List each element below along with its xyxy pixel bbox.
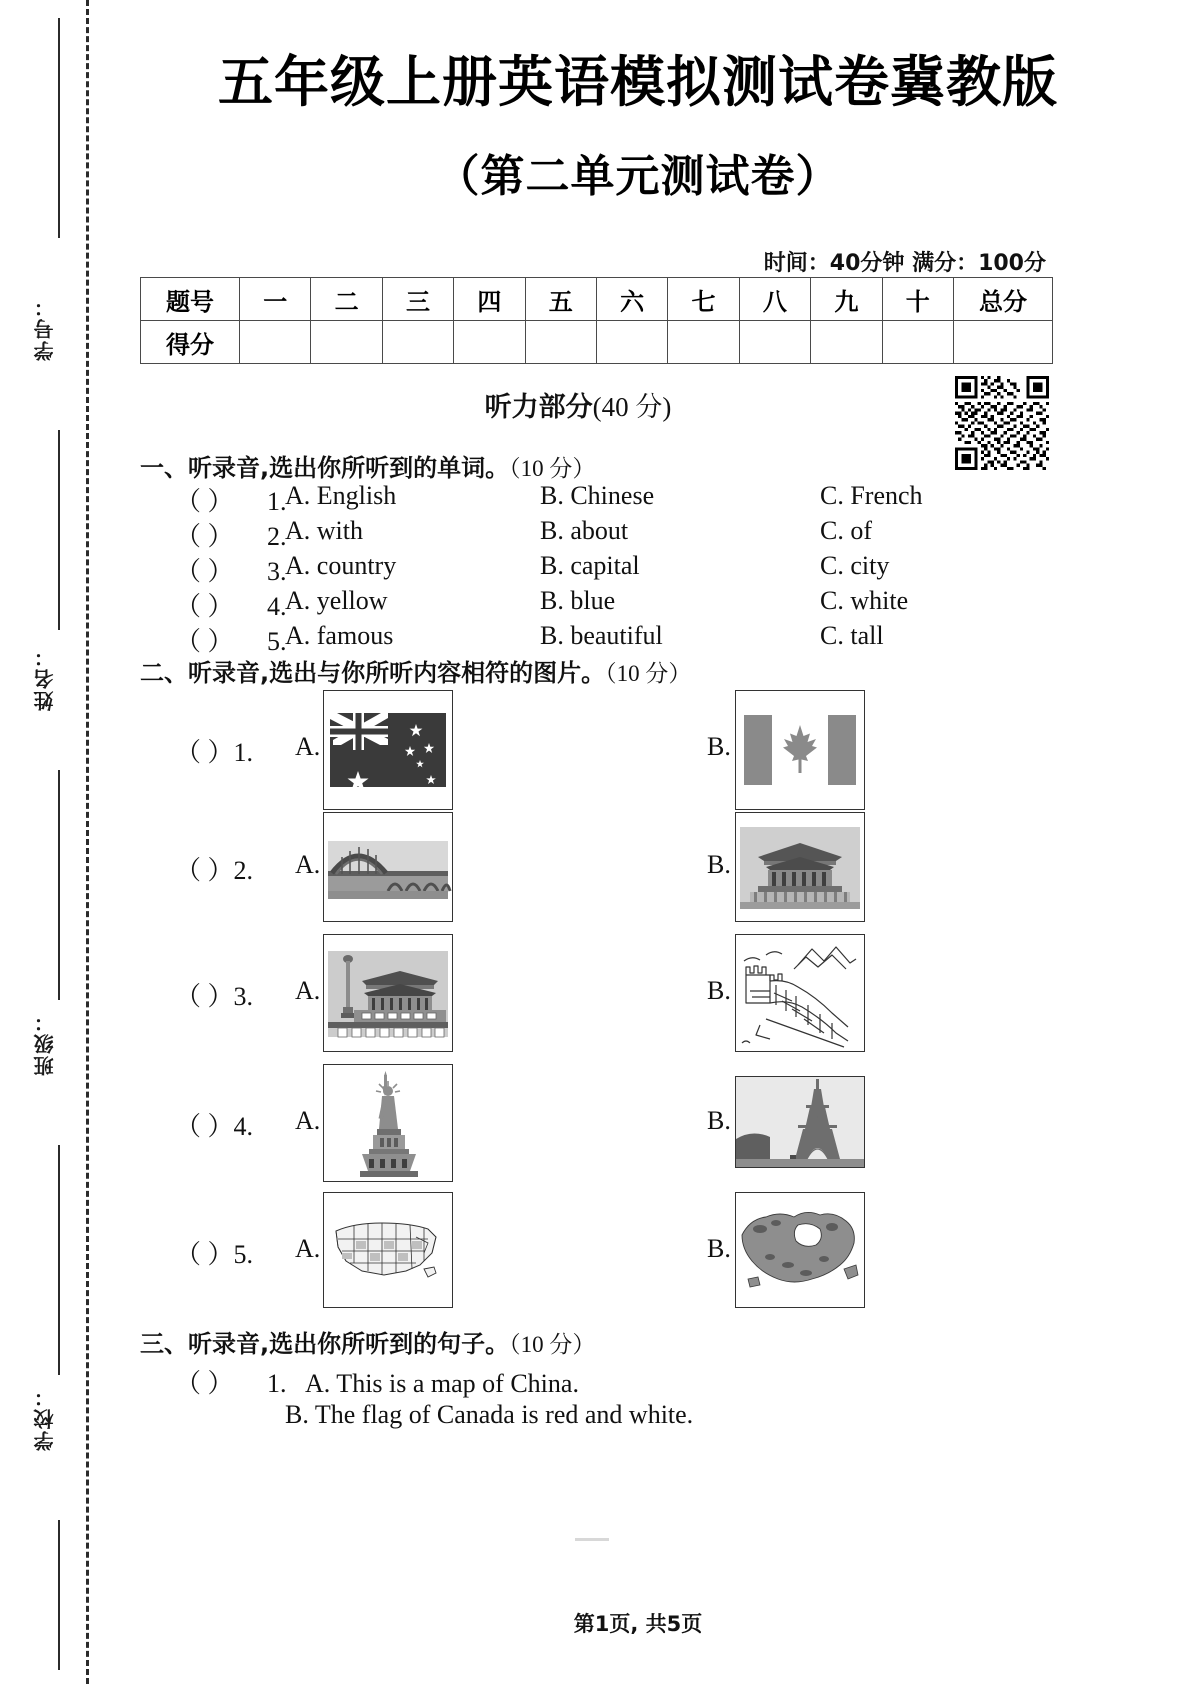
page-footer: 第1页, 共5页 xyxy=(573,1612,703,1636)
option-a-s1-3[interactable]: A. country xyxy=(285,551,397,580)
answer-blank-s1-1[interactable]: （ ） xyxy=(175,487,234,516)
answer-blank-s2-1[interactable]: （ ）1. xyxy=(175,738,254,767)
question-number-s1-3: 3. xyxy=(267,557,287,586)
section-2-heading-text: 二、听录音,选出与你所听内容相符的图片。 xyxy=(140,659,606,687)
score-table-row-label-score: 得分 xyxy=(141,321,240,364)
question-row-s2-3[interactable] xyxy=(175,934,1075,1052)
question-row-s1-5[interactable] xyxy=(175,621,1075,656)
score-cell-7[interactable] xyxy=(668,321,739,364)
arch-bridge-image[interactable] xyxy=(323,812,453,922)
margin-label-school: 学校： xyxy=(33,1385,57,1451)
eiffel-tower-image[interactable] xyxy=(735,1076,865,1168)
margin-label-class: 班级： xyxy=(33,1010,57,1076)
answer-blank-s3-1[interactable]: （ ） xyxy=(175,1369,234,1398)
table-row-scores xyxy=(141,321,1053,364)
question-row-s1-4[interactable] xyxy=(175,586,1075,621)
statue-of-liberty-image[interactable] xyxy=(323,1064,453,1182)
answer-blank-s2-5[interactable]: （ ）5. xyxy=(175,1240,254,1269)
answer-blank-s2-3[interactable]: （ ）3. xyxy=(175,982,254,1011)
question-number-s1-5: 5. xyxy=(267,627,287,656)
question-number-s1-4: 4. xyxy=(267,592,287,621)
score-table-col-2: 二 xyxy=(311,278,382,321)
option-b-s1-1[interactable]: B. Chinese xyxy=(540,481,655,510)
question-row-s3-1-option-b[interactable] xyxy=(175,1400,693,1430)
score-cell-10[interactable] xyxy=(882,321,953,364)
option-b-label-s2-1: B. xyxy=(707,732,731,761)
score-table-col-6: 六 xyxy=(596,278,667,321)
section-1-heading xyxy=(140,448,595,483)
score-cell-8[interactable] xyxy=(739,321,810,364)
listening-part-title: 听力部分 xyxy=(484,392,593,423)
section-3-heading xyxy=(140,1324,595,1359)
section-2-points: （10 分） xyxy=(605,661,692,686)
option-c-s1-3[interactable]: C. city xyxy=(820,551,890,580)
question-number-s1-2: 2. xyxy=(267,522,287,551)
margin-rule-4 xyxy=(58,1145,60,1375)
score-table-col-3: 三 xyxy=(382,278,453,321)
option-b-s1-3[interactable]: B. capital xyxy=(540,551,640,580)
option-b-s3-1[interactable]: B. The flag of Canada is red and white. xyxy=(285,1400,694,1429)
option-a-s1-1[interactable]: A. English xyxy=(285,481,397,510)
option-b-label-s2-3: B. xyxy=(707,976,731,1005)
question-row-s2-1[interactable] xyxy=(175,690,1075,810)
great-wall-drawing-image[interactable] xyxy=(735,934,865,1052)
score-table-col-8: 八 xyxy=(739,278,810,321)
question-number-s1-1: 1. xyxy=(267,487,287,516)
tiananmen-gate-image[interactable] xyxy=(323,934,453,1052)
option-c-s1-2[interactable]: C. of xyxy=(820,516,872,545)
score-table-col-4: 四 xyxy=(454,278,525,321)
question-row-s2-4[interactable] xyxy=(175,1064,1075,1182)
question-number-s3-1: 1. xyxy=(267,1369,287,1398)
forbidden-city-hall-image[interactable] xyxy=(735,812,865,922)
question-row-s2-5[interactable] xyxy=(175,1192,1075,1308)
option-a-label-s2-5: A. xyxy=(295,1234,321,1263)
option-b-s1-4[interactable]: B. blue xyxy=(540,586,616,615)
score-cell-2[interactable] xyxy=(311,321,382,364)
option-b-label-s2-5: B. xyxy=(707,1234,731,1263)
option-b-label-s2-2: B. xyxy=(707,850,731,879)
scan-artifact-mark xyxy=(575,1538,609,1541)
score-table-col-total: 总分 xyxy=(954,278,1053,321)
margin-rule-2 xyxy=(58,430,60,630)
answer-blank-s1-3[interactable]: （ ） xyxy=(175,557,234,586)
score-table-row-label-number: 题号 xyxy=(141,278,240,321)
score-table-col-5: 五 xyxy=(525,278,596,321)
score-cell-6[interactable] xyxy=(596,321,667,364)
binding-margin-strip xyxy=(0,0,118,1684)
section-1-heading-text: 一、听录音,选出你所听到的单词。 xyxy=(140,454,510,482)
option-a-label-s2-2: A. xyxy=(295,850,321,879)
option-c-s1-4[interactable]: C. white xyxy=(820,586,909,615)
margin-rule-5 xyxy=(58,1520,60,1670)
answer-blank-s1-2[interactable]: （ ） xyxy=(175,522,234,551)
option-a-label-s2-3: A. xyxy=(295,976,321,1005)
question-row-s2-2[interactable] xyxy=(175,812,1075,922)
margin-rule-1 xyxy=(58,18,60,238)
option-b-label-s2-4: B. xyxy=(707,1106,731,1135)
option-c-s1-5[interactable]: C. tall xyxy=(820,621,884,650)
score-table xyxy=(140,277,1053,364)
question-row-s1-1[interactable] xyxy=(175,481,1075,516)
option-a-label-s2-4: A. xyxy=(295,1106,321,1135)
section-3-points: （10 分） xyxy=(509,1332,596,1357)
question-row-s1-3[interactable] xyxy=(175,551,1075,586)
option-a-s1-5[interactable]: A. famous xyxy=(285,621,394,650)
score-table-col-9: 九 xyxy=(811,278,882,321)
margin-label-student-id: 学号： xyxy=(33,295,57,361)
option-b-s1-5[interactable]: B. beautiful xyxy=(540,621,663,650)
option-a-s1-2[interactable]: A. with xyxy=(285,516,363,545)
option-a-s1-4[interactable]: A. yellow xyxy=(285,586,388,615)
score-cell-5[interactable] xyxy=(525,321,596,364)
question-row-s3-1[interactable] xyxy=(175,1363,579,1400)
listening-part-heading xyxy=(118,385,1038,424)
score-table-col-7: 七 xyxy=(668,278,739,321)
question-row-s1-2[interactable] xyxy=(175,516,1075,551)
margin-rule-3 xyxy=(58,770,60,1000)
option-a-label-s2-1: A. xyxy=(295,732,321,761)
margin-label-name: 姓名： xyxy=(33,645,57,711)
section-2-heading xyxy=(140,653,691,688)
score-cell-3[interactable] xyxy=(382,321,453,364)
australia-flag-image[interactable] xyxy=(323,690,453,810)
answer-blank-s2-4[interactable]: （ ）4. xyxy=(175,1112,254,1141)
table-row-header xyxy=(141,278,1053,321)
answer-blank-s1-5[interactable]: （ ） xyxy=(175,627,234,656)
page-subtitle: （第二单元测试卷） xyxy=(435,151,841,202)
option-b-s1-2[interactable]: B. about xyxy=(540,516,629,545)
score-cell-1[interactable] xyxy=(240,321,311,364)
score-cell-9[interactable] xyxy=(811,321,882,364)
answer-blank-s2-2[interactable]: （ ）2. xyxy=(175,856,254,885)
exam-meta-info: 时间：40分钟 满分：100分 xyxy=(763,251,1046,276)
canada-map-image[interactable] xyxy=(735,1192,865,1308)
section-1-points: （10 分） xyxy=(509,456,596,481)
option-c-s1-1[interactable]: C. French xyxy=(820,481,923,510)
section-3-heading-text: 三、听录音,选出你所听到的句子。 xyxy=(140,1330,510,1358)
canada-flag-image[interactable] xyxy=(735,690,865,810)
score-cell-total[interactable] xyxy=(954,321,1053,364)
score-cell-4[interactable] xyxy=(454,321,525,364)
option-a-s3-1[interactable]: A. This is a map of China. xyxy=(305,1369,579,1398)
page-title: 五年级上册英语模拟测试卷冀教版 xyxy=(217,50,1058,114)
score-table-col-1: 一 xyxy=(240,278,311,321)
usa-map-image[interactable] xyxy=(323,1192,453,1308)
listening-part-points: (40 分) xyxy=(592,392,672,422)
score-table-col-10: 十 xyxy=(882,278,953,321)
answer-blank-s1-4[interactable]: （ ） xyxy=(175,592,234,621)
